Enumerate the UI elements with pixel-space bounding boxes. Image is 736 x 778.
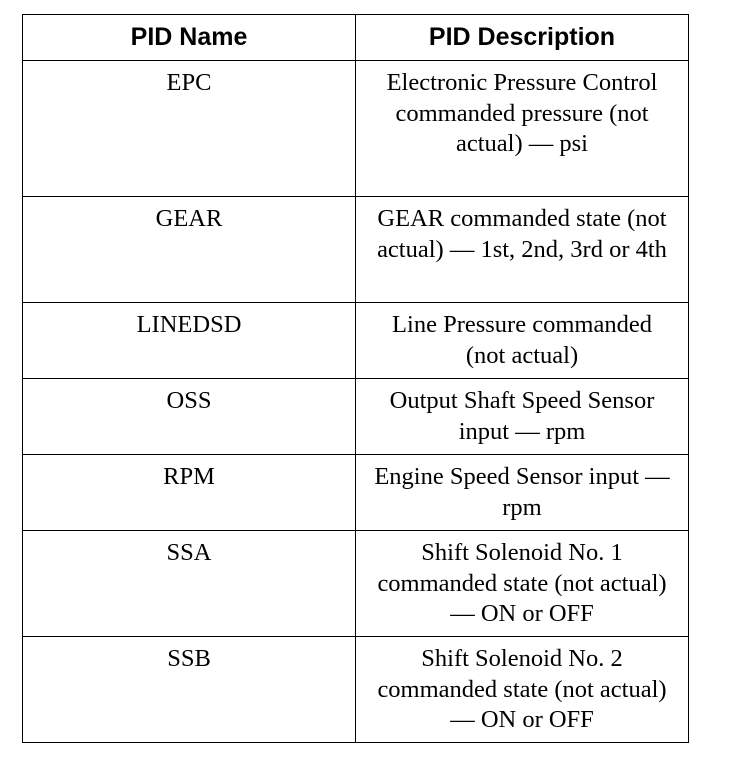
pid-name-cell: LINEDSD (23, 303, 356, 379)
pid-name-cell: EPC (23, 61, 356, 197)
pid-name-cell: GEAR (23, 197, 356, 303)
table-row (23, 303, 689, 379)
table-row (23, 455, 689, 531)
pid-table (22, 14, 689, 743)
pid-description-cell: Shift Solenoid No. 1 commanded state (not actual) — ON or OFF (356, 531, 689, 637)
header-pid-description: PID Description (356, 15, 689, 61)
table-row (23, 61, 689, 197)
pid-description-cell: Electronic Pressure Control commanded pressure (not actual) — psi (356, 61, 689, 197)
table-row (23, 379, 689, 455)
pid-name-cell: SSA (23, 531, 356, 637)
pid-description-cell: GEAR commanded state (not actual) — 1st, 2nd, 3rd or 4th (356, 197, 689, 303)
table-row (23, 531, 689, 637)
header-row (23, 15, 689, 61)
table-row (23, 197, 689, 303)
pid-description-cell: Line Pressure commanded (not actual) (356, 303, 689, 379)
table-row (23, 637, 689, 743)
pid-description-cell: Shift Solenoid No. 2 commanded state (not actual) — ON or OFF (356, 637, 689, 743)
pid-name-cell: OSS (23, 379, 356, 455)
pid-description-cell: Engine Speed Sensor input — rpm (356, 455, 689, 531)
pid-name-cell: SSB (23, 637, 356, 743)
pid-description-cell: Output Shaft Speed Sensor input — rpm (356, 379, 689, 455)
pid-name-cell: RPM (23, 455, 356, 531)
header-pid-name: PID Name (23, 15, 356, 61)
